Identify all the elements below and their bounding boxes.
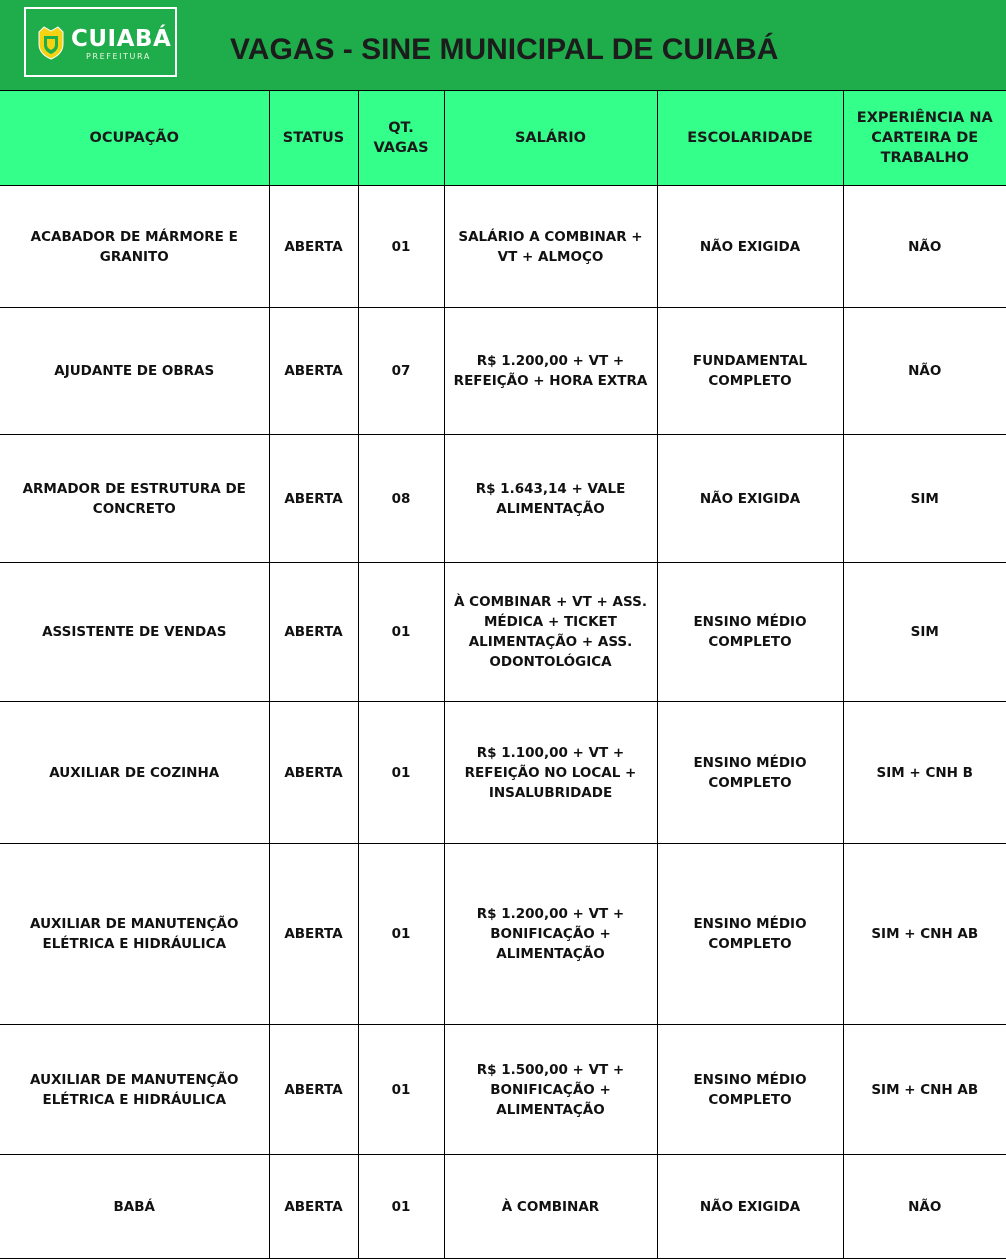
cell-experiencia: NÃO xyxy=(843,1155,1006,1259)
cell-experiencia: NÃO xyxy=(843,308,1006,435)
cell-ocupacao: BABÁ xyxy=(0,1155,269,1259)
column-header-escolaridade: ESCOLARIDADE xyxy=(657,91,843,186)
cell-salario: R$ 1.200,00 + VT + BONIFICAÇÃO + ALIMENTAÇÃO xyxy=(444,844,657,1025)
cell-qt-vagas: 01 xyxy=(358,1155,444,1259)
cell-ocupacao: AUXILIAR DE COZINHA xyxy=(0,702,269,844)
cell-escolaridade: ENSINO MÉDIO COMPLETO xyxy=(657,1025,843,1155)
cell-experiencia: SIM xyxy=(843,563,1006,702)
cell-ocupacao: ARMADOR DE ESTRUTURA DE CONCRETO xyxy=(0,435,269,563)
table-row xyxy=(0,844,1006,1025)
cell-qt-vagas: 08 xyxy=(358,435,444,563)
cell-experiencia: NÃO xyxy=(843,186,1006,308)
cell-ocupacao: ASSISTENTE DE VENDAS xyxy=(0,563,269,702)
cell-escolaridade: ENSINO MÉDIO COMPLETO xyxy=(657,702,843,844)
column-header-experiencia: EXPERIÊNCIA NA CARTEIRA DE TRABALHO xyxy=(843,91,1006,186)
cell-status: ABERTA xyxy=(269,702,358,844)
cell-qt-vagas: 01 xyxy=(358,186,444,308)
cell-escolaridade: ENSINO MÉDIO COMPLETO xyxy=(657,844,843,1025)
cell-escolaridade: NÃO EXIGIDA xyxy=(657,435,843,563)
cell-salario: R$ 1.200,00 + VT + REFEIÇÃO + HORA EXTRA xyxy=(444,308,657,435)
column-header-ocupacao: OCUPAÇÃO xyxy=(0,91,269,186)
cell-salario: À COMBINAR xyxy=(444,1155,657,1259)
cell-ocupacao: ACABADOR DE MÁRMORE E GRANITO xyxy=(0,186,269,308)
cell-status: ABERTA xyxy=(269,563,358,702)
table-header-row xyxy=(0,91,1006,186)
table-row xyxy=(0,308,1006,435)
cell-qt-vagas: 07 xyxy=(358,308,444,435)
cell-experiencia: SIM + CNH B xyxy=(843,702,1006,844)
cell-salario: R$ 1.500,00 + VT + BONIFICAÇÃO + ALIMENTAÇÃO xyxy=(444,1025,657,1155)
column-header-qt-vagas: QT. VAGAS xyxy=(358,91,444,186)
column-header-salario: SALÁRIO xyxy=(444,91,657,186)
cell-escolaridade: NÃO EXIGIDA xyxy=(657,186,843,308)
vacancies-table xyxy=(0,90,1006,1259)
cell-status: ABERTA xyxy=(269,435,358,563)
cell-escolaridade: ENSINO MÉDIO COMPLETO xyxy=(657,563,843,702)
cell-salario: R$ 1.643,14 + VALE ALIMENTAÇÃO xyxy=(444,435,657,563)
table-row xyxy=(0,702,1006,844)
cell-qt-vagas: 01 xyxy=(358,702,444,844)
cell-salario: À COMBINAR + VT + ASS. MÉDICA + TICKET ALIMENTAÇÃO + ASS. ODONTOLÓGICA xyxy=(444,563,657,702)
table-row xyxy=(0,186,1006,308)
page-title: VAGAS - SINE MUNICIPAL DE CUIABÁ xyxy=(230,33,779,66)
column-header-status: STATUS xyxy=(269,91,358,186)
table-row xyxy=(0,563,1006,702)
cell-status: ABERTA xyxy=(269,1025,358,1155)
cell-escolaridade: FUNDAMENTAL COMPLETO xyxy=(657,308,843,435)
table-row xyxy=(0,1025,1006,1155)
cell-status: ABERTA xyxy=(269,1155,358,1259)
cell-salario: SALÁRIO A COMBINAR + VT + ALMOÇO xyxy=(444,186,657,308)
cell-qt-vagas: 01 xyxy=(358,1025,444,1155)
table-row xyxy=(0,435,1006,563)
cell-qt-vagas: 01 xyxy=(358,844,444,1025)
cell-status: ABERTA xyxy=(269,844,358,1025)
cell-experiencia: SIM xyxy=(843,435,1006,563)
cell-experiencia: SIM + CNH AB xyxy=(843,1025,1006,1155)
prefeitura-logo xyxy=(24,7,177,77)
cell-ocupacao: AUXILIAR DE MANUTENÇÃO ELÉTRICA E HIDRÁULICA xyxy=(0,844,269,1025)
page-header xyxy=(0,0,1006,90)
cell-escolaridade: NÃO EXIGIDA xyxy=(657,1155,843,1259)
cell-status: ABERTA xyxy=(269,186,358,308)
cell-status: ABERTA xyxy=(269,308,358,435)
logo-subtitle: PREFEITURA xyxy=(86,52,151,61)
table-row xyxy=(0,1155,1006,1259)
cell-qt-vagas: 01 xyxy=(358,563,444,702)
cell-ocupacao: AUXILIAR DE MANUTENÇÃO ELÉTRICA E HIDRÁULICA xyxy=(0,1025,269,1155)
cell-experiencia: SIM + CNH AB xyxy=(843,844,1006,1025)
cell-ocupacao: AJUDANTE DE OBRAS xyxy=(0,308,269,435)
coat-of-arms-icon xyxy=(36,26,66,60)
logo-name: CUIABÁ xyxy=(71,26,172,52)
cell-salario: R$ 1.100,00 + VT + REFEIÇÃO NO LOCAL + INSALUBRIDADE xyxy=(444,702,657,844)
